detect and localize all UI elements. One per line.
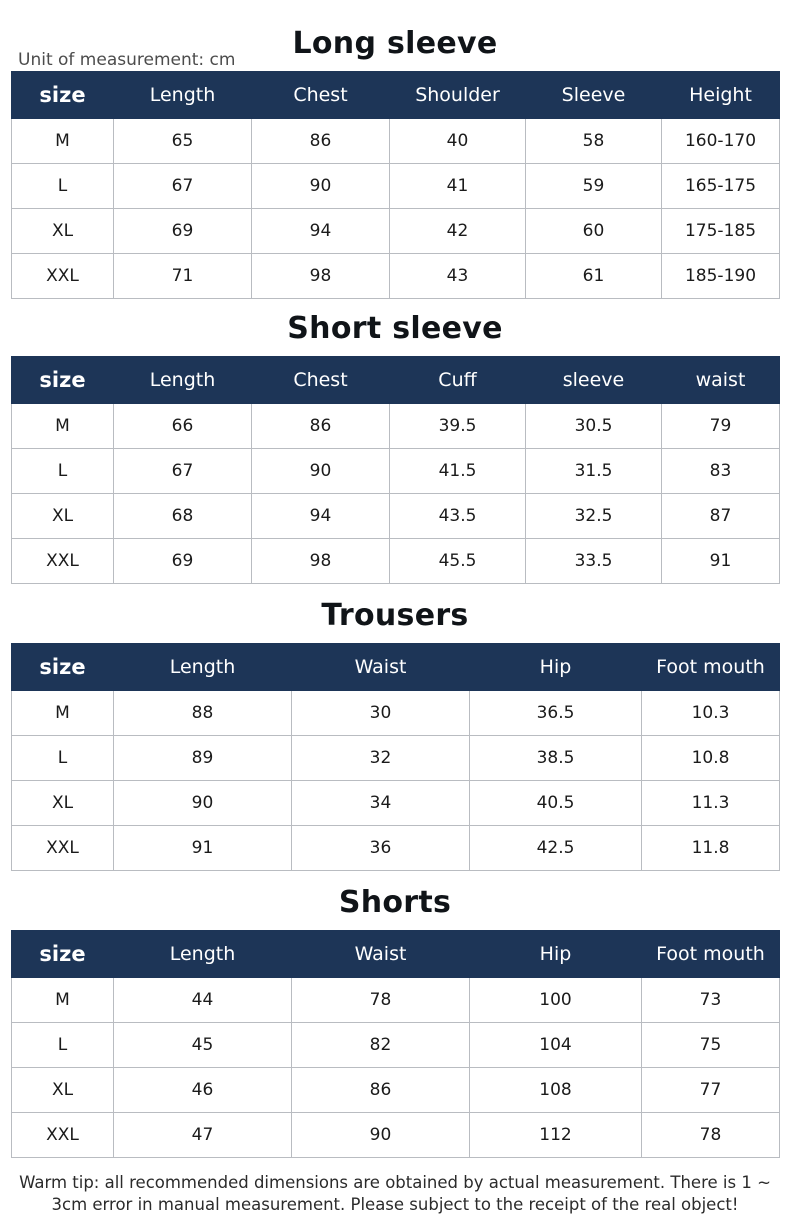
cell-hip: 104 xyxy=(470,1023,642,1068)
cell-sleeve: 59 xyxy=(526,164,662,209)
cell-length: 67 xyxy=(114,164,252,209)
table-header-row xyxy=(12,72,780,119)
cell-cuff: 45.5 xyxy=(390,539,526,584)
cell-size: M xyxy=(12,691,114,736)
cell-length: 71 xyxy=(114,254,252,299)
cell-size: M xyxy=(12,978,114,1023)
table-row xyxy=(12,1068,780,1113)
cell-length: 68 xyxy=(114,494,252,539)
table-row xyxy=(12,254,780,299)
cell-length: 88 xyxy=(114,691,292,736)
cell-shoulder: 43 xyxy=(390,254,526,299)
section-shorts xyxy=(11,871,779,1158)
cell-height: 165-175 xyxy=(662,164,780,209)
warm-tip-note: Warm tip: all recommended dimensions are obtained by actual measurement. There is 1 ~ 3cm error in manual measurement. Please subject to the receipt of the real object! xyxy=(19,1173,771,1215)
cell-size: L xyxy=(12,164,114,209)
column-header-size: size xyxy=(12,644,114,691)
cell-waist: 86 xyxy=(292,1068,470,1113)
cell-size: XL xyxy=(12,494,114,539)
table-row xyxy=(12,404,780,449)
cell-foot-mouth: 11.3 xyxy=(642,781,780,826)
cell-length: 66 xyxy=(114,404,252,449)
column-header-waist: Waist xyxy=(292,931,470,978)
column-header-sleeve: Sleeve xyxy=(526,72,662,119)
column-header-chest: Chest xyxy=(252,357,390,404)
cell-cuff: 43.5 xyxy=(390,494,526,539)
cell-length: 69 xyxy=(114,209,252,254)
cell-waist: 91 xyxy=(662,539,780,584)
cell-sleeve: 60 xyxy=(526,209,662,254)
cell-length: 90 xyxy=(114,781,292,826)
table-row xyxy=(12,449,780,494)
cell-chest: 86 xyxy=(252,119,390,164)
cell-chest: 90 xyxy=(252,449,390,494)
cell-sleeve: 30.5 xyxy=(526,404,662,449)
column-header-waist: Waist xyxy=(292,644,470,691)
cell-length: 44 xyxy=(114,978,292,1023)
cell-size: XL xyxy=(12,209,114,254)
column-header-length: Length xyxy=(114,72,252,119)
table-row xyxy=(12,1113,780,1158)
cell-hip: 42.5 xyxy=(470,826,642,871)
cell-chest: 98 xyxy=(252,539,390,584)
table-header-row xyxy=(12,644,780,691)
cell-size: XL xyxy=(12,1068,114,1113)
unit-of-measurement-note: Unit of measurement: cm xyxy=(18,50,236,70)
cell-waist: 36 xyxy=(292,826,470,871)
table-row xyxy=(12,826,780,871)
cell-size: M xyxy=(12,119,114,164)
column-header-shoulder: Shoulder xyxy=(390,72,526,119)
table-long-sleeve xyxy=(11,71,780,299)
table-row xyxy=(12,119,780,164)
table-row xyxy=(12,164,780,209)
cell-shoulder: 41 xyxy=(390,164,526,209)
cell-length: 67 xyxy=(114,449,252,494)
table-row xyxy=(12,781,780,826)
cell-foot-mouth: 78 xyxy=(642,1113,780,1158)
column-header-length: Length xyxy=(114,357,252,404)
cell-length: 91 xyxy=(114,826,292,871)
column-header-sleeve: sleeve xyxy=(526,357,662,404)
column-header-size: size xyxy=(12,357,114,404)
column-header-chest: Chest xyxy=(252,72,390,119)
cell-shoulder: 42 xyxy=(390,209,526,254)
cell-waist: 30 xyxy=(292,691,470,736)
cell-waist: 87 xyxy=(662,494,780,539)
cell-length: 45 xyxy=(114,1023,292,1068)
cell-length: 69 xyxy=(114,539,252,584)
table-row xyxy=(12,539,780,584)
table-row xyxy=(12,494,780,539)
cell-sleeve: 33.5 xyxy=(526,539,662,584)
cell-hip: 108 xyxy=(470,1068,642,1113)
cell-size: L xyxy=(12,736,114,781)
cell-size: L xyxy=(12,449,114,494)
table-header-row xyxy=(12,357,780,404)
section-trousers xyxy=(11,584,779,871)
column-header-hip: Hip xyxy=(470,644,642,691)
cell-length: 65 xyxy=(114,119,252,164)
cell-hip: 100 xyxy=(470,978,642,1023)
cell-length: 47 xyxy=(114,1113,292,1158)
table-trousers xyxy=(11,643,780,871)
column-header-waist: waist xyxy=(662,357,780,404)
cell-waist: 79 xyxy=(662,404,780,449)
section-title-long-sleeve: Long sleeve xyxy=(292,26,498,61)
cell-foot-mouth: 75 xyxy=(642,1023,780,1068)
table-row xyxy=(12,978,780,1023)
cell-hip: 112 xyxy=(470,1113,642,1158)
cell-hip: 40.5 xyxy=(470,781,642,826)
cell-size: XXL xyxy=(12,826,114,871)
table-row xyxy=(12,691,780,736)
section-long-sleeve xyxy=(11,0,779,299)
cell-sleeve: 61 xyxy=(526,254,662,299)
cell-height: 175-185 xyxy=(662,209,780,254)
cell-sleeve: 32.5 xyxy=(526,494,662,539)
cell-height: 160-170 xyxy=(662,119,780,164)
cell-waist: 83 xyxy=(662,449,780,494)
cell-sleeve: 58 xyxy=(526,119,662,164)
table-header-row xyxy=(12,931,780,978)
table-short-sleeve xyxy=(11,356,780,584)
cell-chest: 94 xyxy=(252,209,390,254)
cell-size: XXL xyxy=(12,1113,114,1158)
column-header-size: size xyxy=(12,931,114,978)
cell-length: 46 xyxy=(114,1068,292,1113)
cell-foot-mouth: 11.8 xyxy=(642,826,780,871)
cell-length: 89 xyxy=(114,736,292,781)
column-header-cuff: Cuff xyxy=(390,357,526,404)
cell-shoulder: 40 xyxy=(390,119,526,164)
table-row xyxy=(12,736,780,781)
cell-waist: 78 xyxy=(292,978,470,1023)
section-title-trousers: Trousers xyxy=(321,598,469,633)
column-header-foot-mouth: Foot mouth xyxy=(642,931,780,978)
cell-foot-mouth: 73 xyxy=(642,978,780,1023)
column-header-hip: Hip xyxy=(470,931,642,978)
cell-chest: 90 xyxy=(252,164,390,209)
cell-size: L xyxy=(12,1023,114,1068)
column-header-size: size xyxy=(12,72,114,119)
column-header-foot-mouth: Foot mouth xyxy=(642,644,780,691)
cell-size: XL xyxy=(12,781,114,826)
cell-waist: 34 xyxy=(292,781,470,826)
cell-hip: 38.5 xyxy=(470,736,642,781)
section-title-short-sleeve: Short sleeve xyxy=(287,311,503,346)
cell-foot-mouth: 10.8 xyxy=(642,736,780,781)
cell-hip: 36.5 xyxy=(470,691,642,736)
cell-foot-mouth: 10.3 xyxy=(642,691,780,736)
cell-waist: 82 xyxy=(292,1023,470,1068)
section-short-sleeve xyxy=(11,299,779,584)
cell-chest: 94 xyxy=(252,494,390,539)
table-shorts xyxy=(11,930,780,1158)
cell-chest: 98 xyxy=(252,254,390,299)
column-header-height: Height xyxy=(662,72,780,119)
cell-cuff: 41.5 xyxy=(390,449,526,494)
table-row xyxy=(12,1023,780,1068)
cell-foot-mouth: 77 xyxy=(642,1068,780,1113)
cell-cuff: 39.5 xyxy=(390,404,526,449)
cell-size: XXL xyxy=(12,539,114,584)
cell-height: 185-190 xyxy=(662,254,780,299)
cell-waist: 90 xyxy=(292,1113,470,1158)
column-header-length: Length xyxy=(114,931,292,978)
column-header-length: Length xyxy=(114,644,292,691)
cell-waist: 32 xyxy=(292,736,470,781)
cell-size: XXL xyxy=(12,254,114,299)
table-row xyxy=(12,209,780,254)
section-title-shorts: Shorts xyxy=(338,885,452,920)
cell-size: M xyxy=(12,404,114,449)
cell-sleeve: 31.5 xyxy=(526,449,662,494)
cell-chest: 86 xyxy=(252,404,390,449)
